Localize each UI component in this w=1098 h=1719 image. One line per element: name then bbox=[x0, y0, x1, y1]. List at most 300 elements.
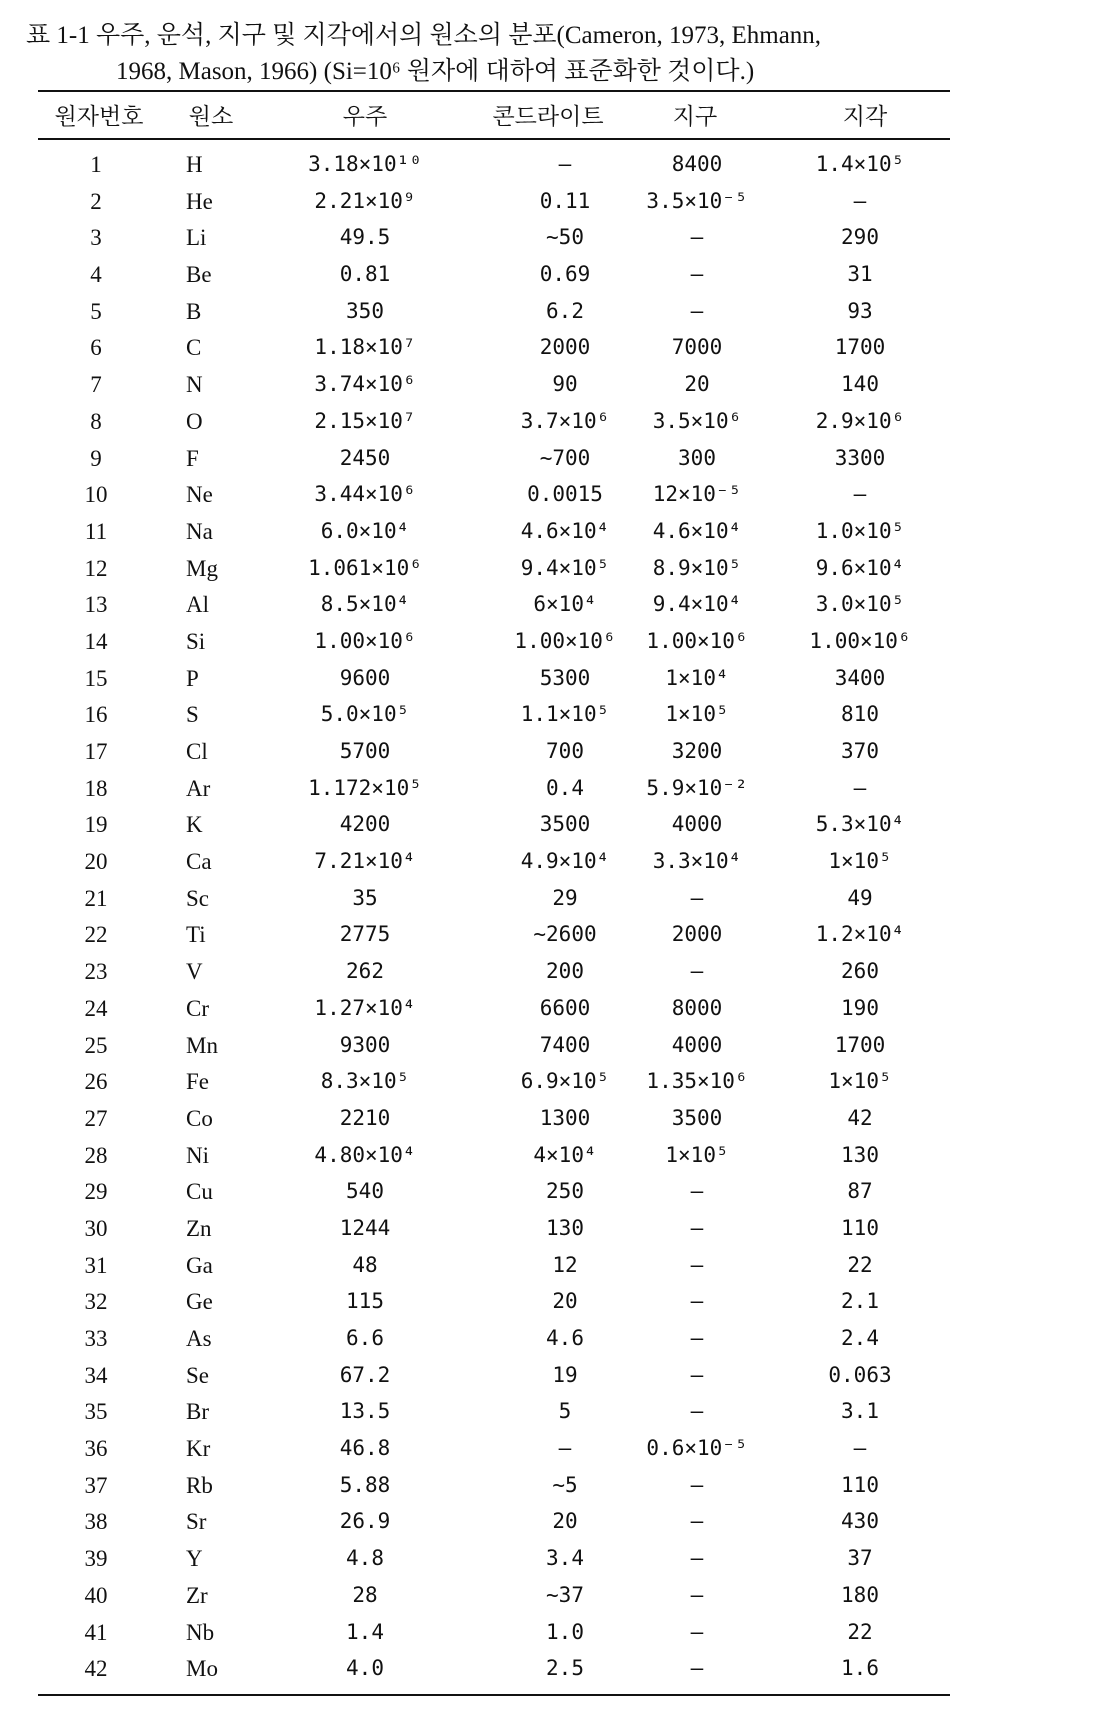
cell-atomic-number: 41 bbox=[84, 1619, 108, 1645]
cell-crust: 93 bbox=[847, 298, 873, 323]
cell-element: Zr bbox=[186, 1582, 208, 1608]
table-row bbox=[0, 1395, 1098, 1432]
cell-element: Kr bbox=[186, 1436, 211, 1462]
cell-universe: 540 bbox=[346, 1179, 384, 1204]
table-row bbox=[0, 1285, 1098, 1322]
cell-universe: 1.27×10⁴ bbox=[314, 995, 416, 1020]
cell-crust: 42 bbox=[847, 1105, 873, 1130]
cell-crust: 22 bbox=[847, 1619, 873, 1644]
cell-crust: 3.0×10⁵ bbox=[815, 592, 905, 617]
cell-universe: 67.2 bbox=[339, 1362, 391, 1387]
cell-chondrite: 4×10⁴ bbox=[533, 1142, 597, 1167]
cell-element: Mo bbox=[186, 1656, 218, 1682]
cell-atomic-number: 5 bbox=[90, 298, 102, 324]
table-row bbox=[0, 1652, 1098, 1689]
cell-atomic-number: 11 bbox=[84, 518, 108, 544]
cell-earth: 9.4×10⁴ bbox=[652, 592, 742, 617]
cell-earth: 7000 bbox=[671, 335, 723, 360]
cell-chondrite: — bbox=[558, 152, 572, 176]
cell-atomic-number: 13 bbox=[84, 592, 108, 618]
cell-crust: 9.6×10⁴ bbox=[815, 555, 905, 580]
table-top-rule bbox=[38, 90, 950, 92]
cell-chondrite: 4.6×10⁴ bbox=[520, 518, 610, 543]
cell-earth: — bbox=[690, 1509, 704, 1534]
cell-universe: 1.00×10⁶ bbox=[314, 628, 416, 653]
header-crust: 지각 bbox=[842, 104, 888, 130]
table-row bbox=[0, 1102, 1098, 1139]
cell-atomic-number: 27 bbox=[84, 1105, 108, 1131]
cell-element: Cl bbox=[186, 739, 208, 764]
cell-element: Ca bbox=[186, 849, 212, 875]
cell-crust: 2.4 bbox=[841, 1326, 879, 1350]
cell-chondrite: 0.11 bbox=[539, 188, 591, 213]
cell-earth: — bbox=[690, 1582, 704, 1607]
cell-element: Ni bbox=[186, 1142, 209, 1168]
cell-universe: 1.18×10⁷ bbox=[314, 335, 416, 360]
table-row bbox=[0, 1432, 1098, 1469]
cell-universe: 9300 bbox=[339, 1032, 391, 1057]
cell-universe: 2.21×10⁹ bbox=[314, 188, 416, 213]
table-row bbox=[0, 515, 1098, 552]
cell-atomic-number: 35 bbox=[84, 1399, 108, 1425]
cell-earth: 5.9×10⁻² bbox=[646, 775, 748, 800]
cell-chondrite: 6×10⁴ bbox=[533, 592, 597, 617]
cell-earth: — bbox=[690, 1472, 704, 1497]
table-row bbox=[0, 405, 1098, 442]
cell-crust: 1.6 bbox=[841, 1656, 879, 1681]
cell-earth: — bbox=[690, 1289, 704, 1314]
table-header-rule bbox=[38, 138, 950, 140]
cell-chondrite: 5300 bbox=[539, 665, 591, 690]
table-row bbox=[0, 478, 1098, 515]
cell-crust: 1.2×10⁴ bbox=[815, 922, 905, 947]
cell-crust: 2.9×10⁶ bbox=[815, 408, 905, 433]
cell-universe: 4.8 bbox=[346, 1546, 384, 1571]
cell-chondrite: 6.2 bbox=[546, 298, 584, 323]
cell-atomic-number: 16 bbox=[84, 702, 108, 728]
cell-earth: 20 bbox=[684, 372, 710, 397]
cell-chondrite: 19 bbox=[552, 1362, 578, 1387]
cell-atomic-number: 2 bbox=[90, 188, 102, 214]
cell-atomic-number: 4 bbox=[90, 262, 102, 288]
cell-universe: 13.5 bbox=[339, 1399, 391, 1424]
cell-crust: — bbox=[853, 775, 867, 800]
cell-crust: 31 bbox=[847, 262, 873, 287]
cell-atomic-number: 23 bbox=[84, 959, 108, 985]
cell-element: Al bbox=[186, 592, 209, 618]
table-row bbox=[0, 735, 1098, 772]
table-row bbox=[0, 148, 1098, 185]
cell-crust: 3400 bbox=[834, 665, 886, 690]
cell-chondrite: 0.4 bbox=[546, 775, 584, 800]
cell-universe: 3.74×10⁶ bbox=[314, 372, 416, 397]
cell-chondrite: ~2600 bbox=[533, 922, 597, 947]
table-row bbox=[0, 698, 1098, 735]
cell-universe: 6.0×10⁴ bbox=[320, 518, 410, 543]
cell-atomic-number: 18 bbox=[84, 775, 108, 801]
cell-crust: 130 bbox=[841, 1142, 879, 1167]
cell-atomic-number: 14 bbox=[84, 628, 108, 654]
cell-crust: 810 bbox=[841, 702, 879, 727]
cell-chondrite: 0.0015 bbox=[527, 482, 603, 507]
cell-element: Se bbox=[186, 1362, 209, 1388]
cell-element: Sc bbox=[186, 885, 209, 911]
cell-element: Fe bbox=[186, 1069, 209, 1095]
cell-crust: 1.0×10⁵ bbox=[815, 518, 905, 543]
cell-element: Li bbox=[186, 225, 207, 251]
cell-earth: 3200 bbox=[671, 739, 723, 763]
table-row bbox=[0, 442, 1098, 479]
cell-earth: — bbox=[690, 1252, 704, 1277]
cell-atomic-number: 20 bbox=[84, 849, 108, 875]
cell-atomic-number: 7 bbox=[90, 372, 102, 398]
table-bottom-rule bbox=[38, 1694, 950, 1696]
cell-earth: 4000 bbox=[671, 1032, 723, 1057]
cell-element: Si bbox=[186, 628, 206, 654]
cell-element: Ne bbox=[186, 482, 213, 508]
cell-universe: 2450 bbox=[339, 445, 391, 470]
table-row bbox=[0, 1065, 1098, 1102]
cell-universe: 3.44×10⁶ bbox=[314, 482, 416, 507]
cell-earth: 4000 bbox=[671, 812, 723, 837]
cell-universe: 5.0×10⁵ bbox=[320, 702, 410, 727]
cell-element: B bbox=[186, 298, 202, 324]
cell-earth: 1×10⁴ bbox=[665, 665, 729, 690]
cell-atomic-number: 37 bbox=[84, 1472, 108, 1498]
table-row bbox=[0, 221, 1098, 258]
table-row bbox=[0, 331, 1098, 368]
cell-universe: 1.061×10⁶ bbox=[308, 555, 422, 580]
cell-atomic-number: 21 bbox=[84, 885, 108, 911]
cell-earth: 1.35×10⁶ bbox=[646, 1069, 748, 1094]
cell-chondrite: 200 bbox=[546, 959, 584, 984]
cell-crust: 430 bbox=[841, 1509, 879, 1534]
cell-crust: 3.1 bbox=[841, 1399, 879, 1424]
cell-atomic-number: 22 bbox=[84, 922, 108, 948]
cell-chondrite: 1.0 bbox=[546, 1619, 584, 1644]
cell-crust: — bbox=[853, 482, 867, 507]
cell-earth: 0.6×10⁻⁵ bbox=[646, 1436, 748, 1461]
cell-element: Ar bbox=[186, 775, 211, 801]
cell-universe: 1244 bbox=[339, 1215, 391, 1240]
cell-element: C bbox=[186, 335, 202, 361]
table-row bbox=[0, 1542, 1098, 1579]
cell-element: Nb bbox=[186, 1619, 215, 1645]
cell-crust: 0.063 bbox=[828, 1362, 892, 1387]
cell-chondrite: 700 bbox=[546, 739, 584, 763]
cell-universe: 1.4 bbox=[346, 1619, 384, 1644]
cell-element: O bbox=[186, 408, 203, 434]
cell-chondrite: 2000 bbox=[539, 335, 591, 360]
cell-element: As bbox=[186, 1326, 212, 1351]
cell-chondrite: 4.6 bbox=[546, 1326, 584, 1350]
cell-atomic-number: 9 bbox=[90, 445, 102, 471]
cell-earth: — bbox=[690, 1656, 704, 1681]
cell-chondrite: 1.00×10⁶ bbox=[514, 628, 616, 653]
cell-universe: 2.15×10⁷ bbox=[314, 408, 416, 433]
cell-element: P bbox=[186, 665, 199, 691]
table-row bbox=[0, 955, 1098, 992]
cell-universe: 4.0 bbox=[346, 1656, 384, 1681]
cell-crust: 190 bbox=[841, 995, 879, 1020]
cell-earth: — bbox=[690, 1215, 704, 1240]
cell-earth: 3.5×10⁻⁵ bbox=[646, 188, 748, 213]
caption-line-2: 1968, Mason, 1966) (Si=10⁶ 원자에 대하여 표준화한 것이다.) bbox=[116, 58, 755, 85]
cell-element: Br bbox=[186, 1399, 209, 1425]
cell-crust: 37 bbox=[847, 1546, 873, 1571]
cell-universe: 6.6 bbox=[346, 1326, 384, 1350]
cell-chondrite: 1.1×10⁵ bbox=[520, 702, 610, 727]
cell-earth: — bbox=[690, 885, 704, 910]
cell-element: Mn bbox=[186, 1032, 218, 1058]
cell-earth: — bbox=[690, 1362, 704, 1387]
cell-earth: 8.9×10⁵ bbox=[652, 555, 742, 580]
cell-chondrite: ~37 bbox=[546, 1582, 584, 1607]
cell-atomic-number: 38 bbox=[84, 1509, 108, 1535]
cell-earth: 3.5×10⁶ bbox=[652, 408, 742, 433]
cell-atomic-number: 26 bbox=[84, 1069, 108, 1095]
table-row bbox=[0, 882, 1098, 919]
cell-crust: 140 bbox=[841, 372, 879, 397]
table-row bbox=[0, 1505, 1098, 1542]
cell-element: Cu bbox=[186, 1179, 213, 1205]
cell-atomic-number: 39 bbox=[84, 1546, 108, 1572]
cell-universe: 262 bbox=[346, 959, 384, 984]
cell-universe: 9600 bbox=[339, 665, 391, 690]
cell-chondrite: 1300 bbox=[539, 1105, 591, 1130]
cell-crust: 110 bbox=[841, 1215, 879, 1240]
cell-atomic-number: 8 bbox=[90, 408, 102, 434]
cell-element: K bbox=[186, 812, 203, 838]
table-row bbox=[0, 588, 1098, 625]
cell-element: Zn bbox=[186, 1215, 212, 1241]
cell-crust: 5.3×10⁴ bbox=[815, 812, 905, 837]
cell-chondrite: — bbox=[558, 1436, 572, 1461]
table-row bbox=[0, 808, 1098, 845]
cell-element: Sr bbox=[186, 1509, 207, 1535]
table-row bbox=[0, 185, 1098, 222]
cell-crust: 1.00×10⁶ bbox=[809, 628, 911, 653]
table-row bbox=[0, 1322, 1098, 1359]
cell-element: F bbox=[186, 445, 199, 471]
cell-universe: 4200 bbox=[339, 812, 391, 837]
cell-element: S bbox=[186, 702, 199, 728]
table-row bbox=[0, 295, 1098, 332]
cell-earth: 1.00×10⁶ bbox=[646, 628, 748, 653]
cell-element: H bbox=[186, 152, 203, 177]
table-row bbox=[0, 845, 1098, 882]
cell-element: Co bbox=[186, 1105, 213, 1131]
cell-chondrite: 90 bbox=[552, 372, 578, 397]
cell-crust: 49 bbox=[847, 885, 873, 910]
cell-earth: 8000 bbox=[671, 995, 723, 1020]
cell-element: Y bbox=[186, 1546, 203, 1572]
cell-earth: — bbox=[690, 1619, 704, 1644]
table-row bbox=[0, 662, 1098, 699]
cell-universe: 26.9 bbox=[339, 1509, 391, 1534]
cell-crust: 290 bbox=[841, 225, 879, 250]
cell-universe: 1.172×10⁵ bbox=[308, 775, 422, 800]
cell-atomic-number: 24 bbox=[84, 995, 108, 1021]
cell-universe: 7.21×10⁴ bbox=[314, 849, 416, 874]
cell-chondrite: 2.5 bbox=[546, 1656, 584, 1681]
table-row bbox=[0, 552, 1098, 589]
cell-atomic-number: 17 bbox=[84, 739, 108, 764]
cell-chondrite: 12 bbox=[552, 1252, 578, 1277]
cell-earth: — bbox=[690, 1546, 704, 1571]
cell-chondrite: 3.4 bbox=[546, 1546, 584, 1571]
cell-chondrite: 9.4×10⁵ bbox=[520, 555, 610, 580]
cell-crust: 370 bbox=[841, 739, 879, 763]
cell-crust: 1700 bbox=[834, 335, 886, 360]
table-row bbox=[0, 1139, 1098, 1176]
cell-universe: 0.81 bbox=[339, 262, 391, 287]
table-row bbox=[0, 992, 1098, 1029]
caption-line-1: 표 1-1 우주, 운석, 지구 및 지각에서의 원소의 분포(Cameron, 1973, Ehmann, bbox=[26, 22, 822, 49]
cell-atomic-number: 6 bbox=[90, 335, 102, 361]
table-body bbox=[0, 148, 1098, 1689]
header-earth: 지구 bbox=[672, 104, 718, 130]
cell-crust: 110 bbox=[841, 1472, 879, 1497]
table-row bbox=[0, 368, 1098, 405]
cell-element: V bbox=[186, 959, 203, 985]
cell-atomic-number: 32 bbox=[84, 1289, 108, 1315]
table-row bbox=[0, 1469, 1098, 1506]
cell-earth: — bbox=[690, 1399, 704, 1424]
cell-crust: 1700 bbox=[834, 1032, 886, 1057]
cell-earth: 300 bbox=[678, 445, 716, 470]
cell-crust: 87 bbox=[847, 1179, 873, 1204]
table-row bbox=[0, 772, 1098, 809]
cell-earth: — bbox=[690, 1326, 704, 1350]
table-row bbox=[0, 1249, 1098, 1286]
cell-chondrite: ~700 bbox=[539, 445, 591, 470]
cell-universe: 46.8 bbox=[339, 1436, 391, 1461]
cell-universe: 48 bbox=[352, 1252, 378, 1277]
cell-earth: 2000 bbox=[671, 922, 723, 947]
cell-chondrite: 250 bbox=[546, 1179, 584, 1204]
header-atomic-number: 원자번호 bbox=[54, 104, 144, 130]
cell-earth: — bbox=[690, 298, 704, 323]
cell-crust: 2.1 bbox=[841, 1289, 879, 1314]
cell-universe: 49.5 bbox=[339, 225, 391, 250]
cell-universe: 28 bbox=[352, 1582, 378, 1607]
cell-earth: 12×10⁻⁵ bbox=[652, 482, 742, 507]
cell-atomic-number: 42 bbox=[84, 1656, 108, 1682]
cell-crust: — bbox=[853, 188, 867, 213]
cell-earth: 8400 bbox=[671, 152, 723, 176]
cell-universe: 2210 bbox=[339, 1105, 391, 1130]
cell-crust: 1×10⁵ bbox=[828, 849, 892, 874]
cell-element: Ga bbox=[186, 1252, 213, 1278]
cell-crust: 180 bbox=[841, 1582, 879, 1607]
cell-universe: 4.80×10⁴ bbox=[314, 1142, 416, 1167]
table-row bbox=[0, 1616, 1098, 1653]
cell-universe: 35 bbox=[352, 885, 378, 910]
cell-chondrite: 20 bbox=[552, 1289, 578, 1314]
table-row bbox=[0, 918, 1098, 955]
cell-universe: 115 bbox=[346, 1289, 384, 1314]
cell-chondrite: 7400 bbox=[539, 1032, 591, 1057]
cell-atomic-number: 31 bbox=[84, 1252, 108, 1278]
cell-chondrite: 20 bbox=[552, 1509, 578, 1534]
cell-element: He bbox=[186, 188, 213, 214]
cell-earth: — bbox=[690, 262, 704, 287]
cell-chondrite: ~50 bbox=[546, 225, 584, 250]
cell-element: Ge bbox=[186, 1289, 213, 1315]
cell-chondrite: 29 bbox=[552, 885, 578, 910]
cell-element: Be bbox=[186, 262, 212, 288]
table-row bbox=[0, 1029, 1098, 1066]
cell-atomic-number: 30 bbox=[84, 1215, 108, 1241]
cell-atomic-number: 33 bbox=[84, 1326, 108, 1351]
cell-crust: 260 bbox=[841, 959, 879, 984]
cell-crust: 22 bbox=[847, 1252, 873, 1277]
header-chondrite: 콘드라이트 bbox=[492, 104, 604, 130]
header-element: 원소 bbox=[188, 104, 234, 130]
cell-atomic-number: 36 bbox=[84, 1436, 108, 1462]
cell-chondrite: 5 bbox=[558, 1399, 572, 1424]
cell-element: Rb bbox=[186, 1472, 213, 1498]
cell-chondrite: 0.69 bbox=[539, 262, 591, 287]
cell-atomic-number: 15 bbox=[84, 665, 108, 691]
cell-universe: 3.18×10¹⁰ bbox=[308, 152, 422, 176]
cell-chondrite: 4.9×10⁴ bbox=[520, 849, 610, 874]
cell-chondrite: 6.9×10⁵ bbox=[520, 1069, 610, 1094]
cell-element: N bbox=[186, 372, 203, 398]
table-row bbox=[0, 1359, 1098, 1396]
cell-universe: 350 bbox=[346, 298, 384, 323]
cell-crust: 1.4×10⁵ bbox=[815, 152, 905, 176]
cell-atomic-number: 34 bbox=[84, 1362, 108, 1388]
cell-atomic-number: 25 bbox=[84, 1032, 108, 1058]
cell-universe: 8.3×10⁵ bbox=[320, 1069, 410, 1094]
cell-chondrite: 3500 bbox=[539, 812, 591, 837]
cell-earth: 1×10⁵ bbox=[665, 1142, 729, 1167]
cell-earth: 3.3×10⁴ bbox=[652, 849, 742, 874]
cell-earth: — bbox=[690, 959, 704, 984]
cell-atomic-number: 3 bbox=[90, 225, 102, 251]
cell-universe: 8.5×10⁴ bbox=[320, 592, 410, 617]
cell-universe: 2775 bbox=[339, 922, 391, 947]
cell-earth: 1×10⁵ bbox=[665, 702, 729, 727]
cell-element: Na bbox=[186, 518, 213, 544]
cell-atomic-number: 10 bbox=[84, 482, 108, 508]
cell-atomic-number: 12 bbox=[84, 555, 108, 581]
table-row bbox=[0, 1175, 1098, 1212]
cell-universe: 5700 bbox=[339, 739, 391, 763]
cell-chondrite: 130 bbox=[546, 1215, 584, 1240]
cell-crust: — bbox=[853, 1436, 867, 1461]
cell-atomic-number: 19 bbox=[84, 812, 108, 838]
cell-chondrite: 6600 bbox=[539, 995, 591, 1020]
cell-element: Mg bbox=[186, 555, 218, 581]
cell-earth: 3500 bbox=[671, 1105, 723, 1130]
cell-element: Ti bbox=[186, 922, 206, 948]
cell-crust: 1×10⁵ bbox=[828, 1069, 892, 1094]
table-row bbox=[0, 1212, 1098, 1249]
cell-earth: — bbox=[690, 225, 704, 250]
table-row bbox=[0, 1579, 1098, 1616]
cell-chondrite: ~5 bbox=[552, 1472, 578, 1497]
cell-atomic-number: 1 bbox=[90, 152, 102, 177]
cell-atomic-number: 40 bbox=[84, 1582, 108, 1608]
cell-atomic-number: 28 bbox=[84, 1142, 108, 1168]
table-row bbox=[0, 258, 1098, 295]
cell-earth: — bbox=[690, 1179, 704, 1204]
table-row bbox=[0, 625, 1098, 662]
cell-universe: 5.88 bbox=[339, 1472, 391, 1497]
